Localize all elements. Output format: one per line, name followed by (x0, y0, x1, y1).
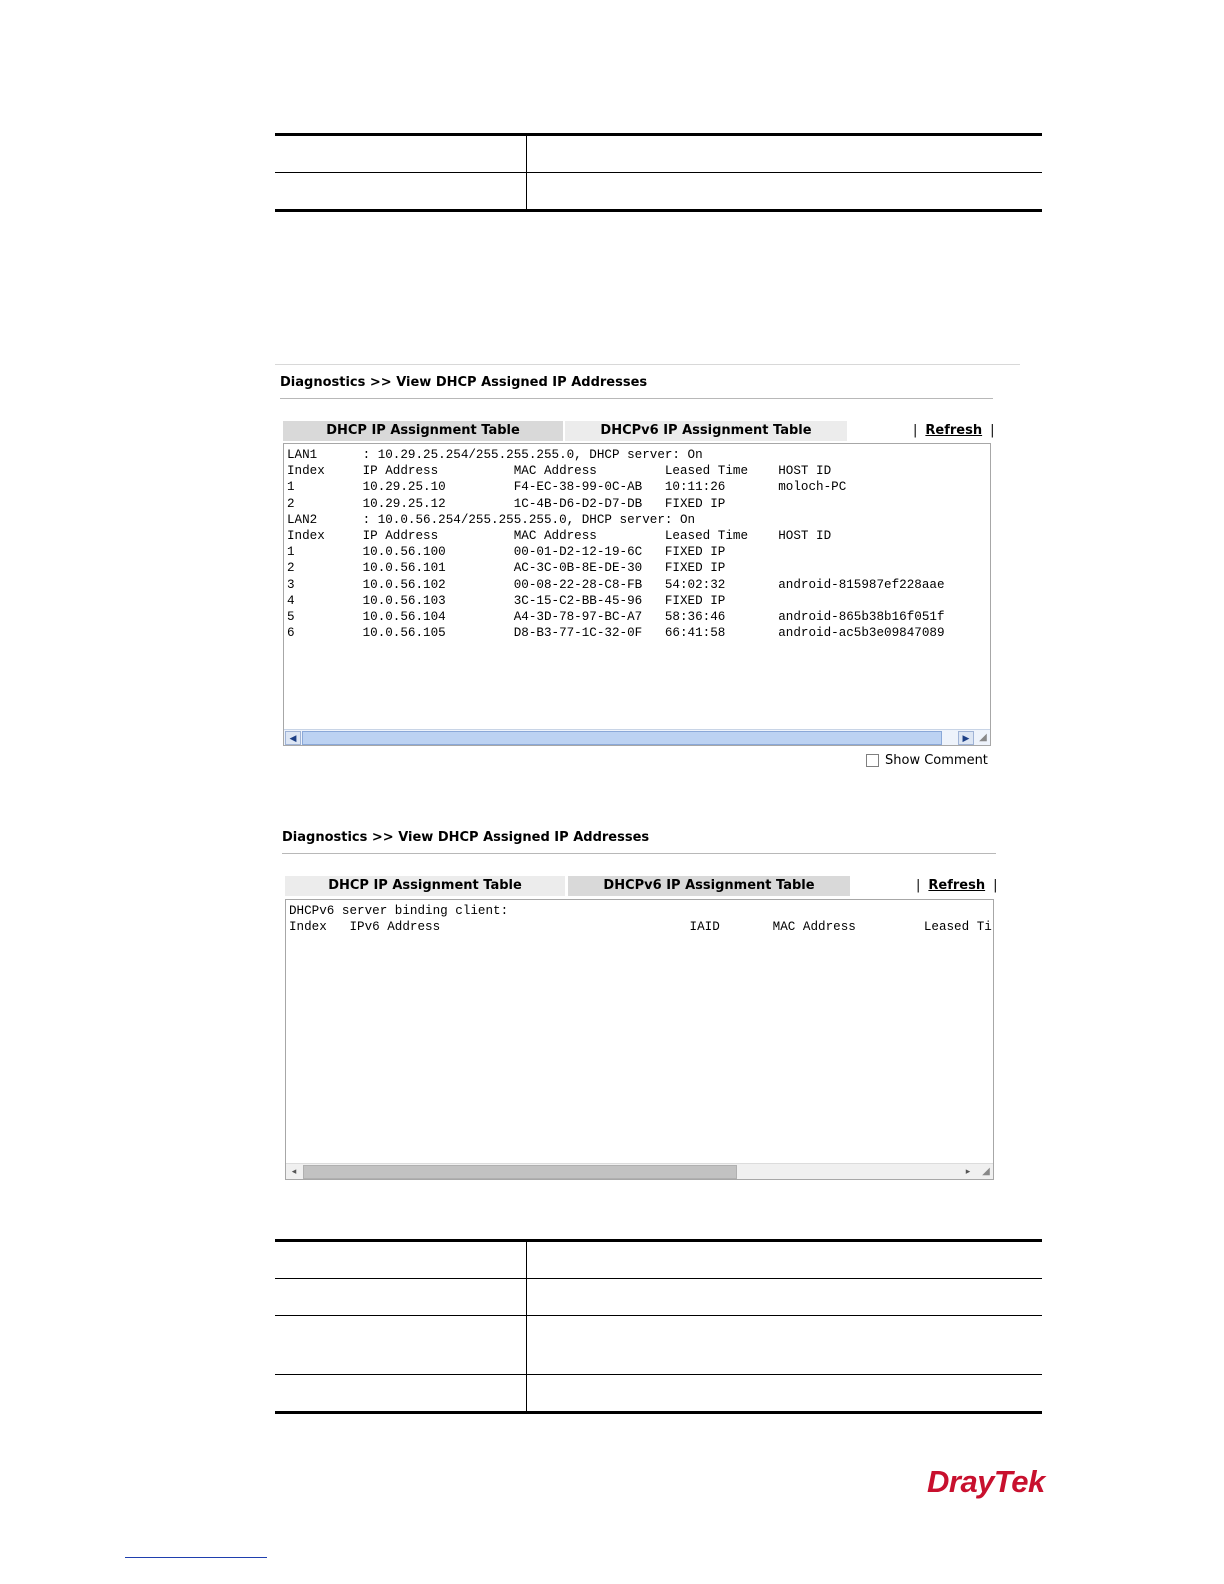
scroll-left-icon[interactable]: ◀ (285, 731, 301, 745)
scroll-thumb-2[interactable] (303, 1165, 737, 1179)
refresh-link-2[interactable]: Refresh (928, 878, 986, 893)
refresh-link[interactable]: Refresh (925, 423, 983, 438)
tab-dhcp-ip-assignment-2[interactable]: DHCP IP Assignment Table (285, 876, 565, 896)
resize-grip-icon[interactable]: ◢ (979, 732, 987, 743)
tab-dhcp-ip-assignment[interactable]: DHCP IP Assignment Table (283, 421, 563, 441)
dhcpv6-table-textarea[interactable] (285, 899, 994, 1180)
panel-top-rule (275, 364, 1020, 365)
tab-dhcpv6-ip-assignment-2[interactable]: DHCPv6 IP Assignment Table (568, 876, 850, 896)
page-title-2: Diagnostics >> View DHCP Assigned IP Addresses (282, 830, 650, 845)
show-comment-checkbox[interactable] (866, 754, 879, 767)
doc-table-bottom (275, 1239, 1042, 1414)
horizontal-scrollbar[interactable] (284, 729, 990, 745)
doc-table-top (275, 133, 1042, 212)
scroll-thumb[interactable] (302, 731, 942, 745)
tab-dhcpv6-ip-assignment[interactable]: DHCPv6 IP Assignment Table (565, 421, 847, 441)
dhcp-table-content: LAN1 : 10.29.25.254/255.255.255.0, DHCP server: On Index IP Address MAC Address Leased Time HOST ID 1 10.29.25.10 F4-EC-38-99-0C-AB 10:11:26 moloch-PC 2 10.29.25.12 1C-4B-D6-D2-D7-DB FIXED IP LAN2 : 10.0.56.254/255.255.255.0, DHCP server: On Index IP Address MAC Address Leased Time HOST ID 1 10.0.56.100 00-01-D2-12-19-6C FIXED IP 2 10.0.56.101 AC-3C-0B-8E-DE-30 FIXED IP 3 10.0.56.102 00-08-22-28-C8-FB 54:02:32 android-815987ef228aae 4 10.0.56.103 3C-15-C2-BB-45-96 FIXED IP 5 10.0.56.104 A4-3D-78-97-BC-A7 58:36:46 android-865b38b16f051f 6 10.0.56.105 D8-B3-77-1C-32-0F 66:41:58 android-ac5b3e09847089 (287, 448, 945, 641)
refresh-group-2: | Refresh | (916, 878, 998, 893)
dhcp-table-textarea[interactable] (283, 443, 991, 746)
show-comment-option[interactable] (866, 753, 988, 768)
scroll-right-icon[interactable]: ▶ (958, 731, 974, 745)
show-comment-label: Show Comment (885, 753, 988, 768)
dhcpv6-table-content: DHCPv6 server binding client: Index IPv6 Address IAID MAC Address Leased Ti (289, 904, 992, 935)
scroll-right-icon-2[interactable]: ▸ (965, 1166, 971, 1176)
title-divider (280, 398, 993, 399)
resize-grip-icon-2[interactable]: ◢ (982, 1166, 990, 1177)
refresh-group: | Refresh | (913, 423, 995, 438)
footer-link-rule (125, 1557, 267, 1558)
title-divider-2 (282, 853, 996, 854)
scroll-left-icon-2[interactable]: ◂ (291, 1166, 297, 1176)
draytek-logo: DrayTek (927, 1464, 1045, 1499)
page-title: Diagnostics >> View DHCP Assigned IP Addresses (280, 375, 648, 390)
horizontal-scrollbar-2[interactable] (286, 1163, 993, 1179)
